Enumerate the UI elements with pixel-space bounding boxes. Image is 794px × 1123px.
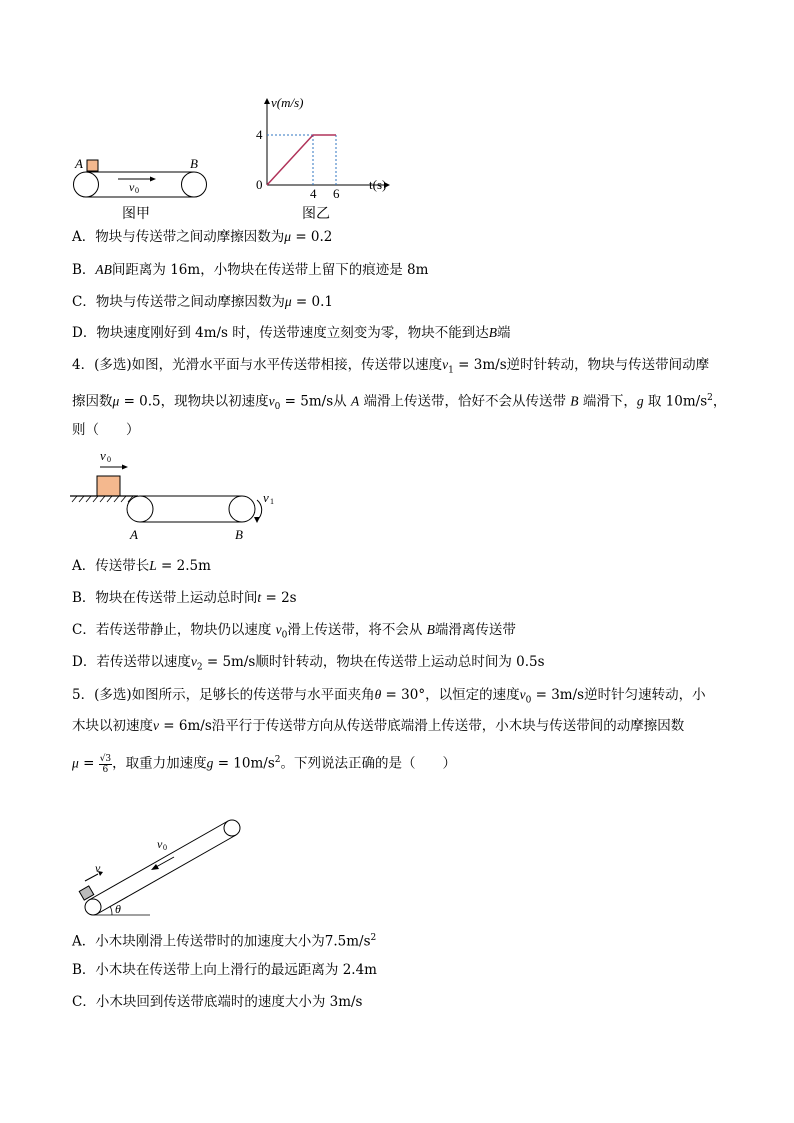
label-v0-sub: 0 [163, 843, 167, 852]
block [87, 160, 98, 171]
roller-b [229, 496, 255, 522]
arrow-right-icon [122, 465, 128, 470]
guide-lines [267, 135, 336, 185]
label-b: B [235, 527, 243, 542]
x-axis-label: t(s) [369, 177, 387, 192]
label-v0: v [100, 450, 106, 463]
left-roller [74, 172, 99, 197]
label-v1-sub: 1 [270, 497, 274, 506]
q5-option-b: B．小木块在传送带上向上滑行的最远距离为 2.4m [72, 962, 377, 978]
wooden-block [79, 886, 94, 900]
label-v0: v [157, 837, 163, 851]
roller-a [127, 496, 153, 522]
q4-option-b: B．物块在传送带上运动总时间t = 2s [72, 590, 297, 606]
q4-stem-line1: 4．(多选)如图，光滑水平面与水平传送带相接，传送带以速度$v_1 = 3m/s$逆时针转动，物块与传送带间动摩 [72, 357, 710, 376]
q3-option-d: D．物块速度刚好到 4m/s 时，传送带速度立刻变为零，物块不能到达B端 [72, 325, 511, 341]
x-tick-label: 6 [333, 186, 340, 200]
q5-stem-line1: 5．(多选)如图所示，足够长的传送带与水平面夹角θ = 30°，以恒定的速度$v_0 = 3m/s$逆时针匀速转动，小 [72, 687, 706, 706]
label-a: A [130, 527, 138, 542]
right-roller [182, 172, 207, 197]
bottom-roller [85, 899, 101, 915]
q3-option-a: A．物块与传送带之间动摩擦因数为μ = 0.2 [72, 229, 333, 245]
origin-label: 0 [256, 177, 263, 192]
block [97, 476, 120, 496]
label-v0: v [129, 180, 135, 194]
figure-yi [250, 90, 400, 200]
q4-option-d: D．若传送带以速度$v_2 = 5m/s$顺时针转动，物块在传送带上运动总时间为 0.5s [72, 654, 545, 673]
q5-stem-line3: μ = $\frac{√3}{6}$ ，取重力加速度$g = 10m/s^2$。下列说法正确的是（ ） [72, 753, 456, 775]
q3-option-c: C．物块与传送带之间动摩擦因数为μ = 0.1 [72, 294, 333, 310]
label-a: A [75, 156, 83, 171]
label-v1: v [263, 490, 269, 505]
q4-option-c: C．若传送带静止，物块仍以速度 $v_0$滑上传送带，将不会从 B端滑离传送带 [72, 622, 516, 641]
q5-stem-line2: 木块以初速度v = 6m/s沿平行于传送带方向从传送带底端滑上传送带，小木块与传送带间的动摩擦因数 [72, 718, 685, 734]
horizontal-conveyor-diagram [70, 450, 290, 545]
ground-hatching [72, 496, 133, 502]
arrow-down-icon [151, 864, 159, 870]
q5-option-c: C．小木块回到传送带底端时的速度大小为 3m/s [72, 994, 363, 1010]
top-roller [224, 820, 240, 836]
figure-q5 [70, 810, 255, 920]
inclined-conveyor-diagram [70, 810, 255, 920]
label-v: v [95, 861, 101, 875]
caption-yi: 图乙 [302, 206, 330, 222]
q4-stem-line3: 则（ ） [72, 422, 140, 438]
label-v0-sub: 0 [135, 186, 139, 195]
angle-arc [110, 906, 112, 915]
q5-option-a: A．小木块刚滑上传送带时的加速度大小为$7.5m/s^2$ [72, 933, 377, 950]
x-tick-label: 4 [310, 186, 317, 200]
label-v0-sub: 0 [107, 455, 111, 464]
fraction: $\frac{√3}{6}$ [99, 753, 112, 775]
y-axis-label: v(m/s) [271, 95, 304, 110]
arrow-right-icon [150, 177, 156, 182]
caption-jia: 图甲 [122, 206, 150, 222]
y-axis-arrow-icon [264, 98, 270, 104]
vt-chart [250, 90, 400, 200]
velocity-series-line [267, 135, 336, 185]
label-b: B [190, 156, 198, 171]
figure-q4 [70, 450, 290, 545]
y-tick-label: 4 [256, 127, 263, 142]
q3-option-b: B．AB间距离为 16m，小物块在传送带上留下的痕迹是 8m [72, 262, 429, 278]
label-theta: θ [115, 902, 121, 916]
q4-stem-line2: 擦因数μ = 0.5，现物块以初速度$v_0 = 5m/s$从 A 端滑上传送带，恰好不会从传送带 B 端滑下，g 取 $10m/s^2$， [72, 393, 727, 413]
q4-option-a: A．传送带长L = 2.5m [72, 558, 211, 574]
